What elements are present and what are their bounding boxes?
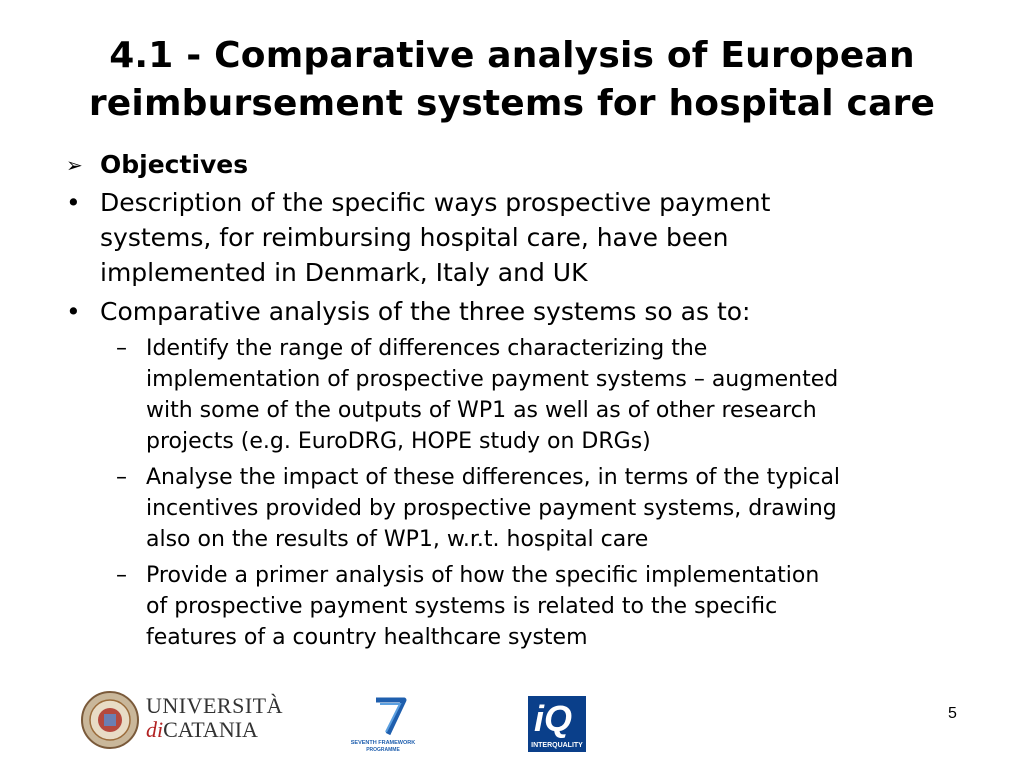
dash-bullet-icon: – <box>116 336 127 361</box>
sub-bullet-item <box>116 560 966 653</box>
fp7-caption-line2: PROGRAMME <box>366 747 400 753</box>
bullet-line: implemented in Denmark, Italy and UK <box>100 258 588 287</box>
university-catania-logo <box>80 688 283 752</box>
university-di: di <box>146 717 164 742</box>
sub-bullet-line: features of a country healthcare system <box>146 625 588 650</box>
objectives-label: Objectives <box>100 150 249 179</box>
bullet-item <box>66 185 966 290</box>
sub-bullet-line: incentives provided by prospective payment systems, drawing <box>146 496 837 521</box>
objectives-heading <box>66 145 966 185</box>
fp7-logo <box>348 694 418 754</box>
bullet-line: systems, for reimbursing hospital care, have been <box>100 223 729 252</box>
iq-name: INTERQUALITY <box>531 742 583 749</box>
slide-title <box>30 32 994 128</box>
interquality-logo <box>528 696 586 752</box>
sub-bullet-item <box>116 462 966 555</box>
university-seal-icon <box>80 690 140 750</box>
sub-bullet-line: also on the results of WP1, w.r.t. hospital care <box>146 527 649 552</box>
sub-bullet-line: implementation of prospective payment systems – augmented <box>146 367 839 392</box>
sub-bullet-line: Analyse the impact of these differences, in terms of the typical <box>146 465 841 490</box>
bullet-dot-icon: • <box>66 188 81 217</box>
sub-bullet-line: of prospective payment systems is related to the specific <box>146 594 778 619</box>
arrow-bullet-icon: ➢ <box>66 153 83 177</box>
bullet-item <box>66 294 966 329</box>
sub-bullet-line: projects (e.g. EuroDRG, HOPE study on DRGs) <box>146 429 651 454</box>
sub-bullet-line: with some of the outputs of WP1 as well as of other research <box>146 398 817 423</box>
slide-title-line: reimbursement systems for hospital care <box>88 83 936 124</box>
university-city: CATANIA <box>163 717 258 742</box>
iq-letters: iQ <box>534 698 573 739</box>
sub-bullet-item <box>116 333 966 457</box>
university-name: UNIVERSITÀ <box>146 693 283 718</box>
sub-bullet-line: Identify the range of differences characterizing the <box>146 336 708 361</box>
sub-bullet-line: Provide a primer analysis of how the specific implementation <box>146 563 820 588</box>
fp7-seven-icon <box>348 694 418 754</box>
bullet-line: Comparative analysis of the three systems so as to: <box>100 297 751 326</box>
page-number: 5 <box>948 705 957 722</box>
dash-bullet-icon: – <box>116 465 127 490</box>
fp7-caption-line1: SEVENTH FRAMEWORK <box>350 740 416 746</box>
slide-title-line: 4.1 - Comparative analysis of European <box>109 35 915 76</box>
bullet-dot-icon: • <box>66 297 81 326</box>
university-city-line <box>146 717 283 743</box>
bullet-list <box>66 145 966 658</box>
dash-bullet-icon: – <box>116 563 127 588</box>
bullet-line: Description of the specific ways prospective payment <box>100 188 771 217</box>
university-wordmark <box>146 693 283 743</box>
